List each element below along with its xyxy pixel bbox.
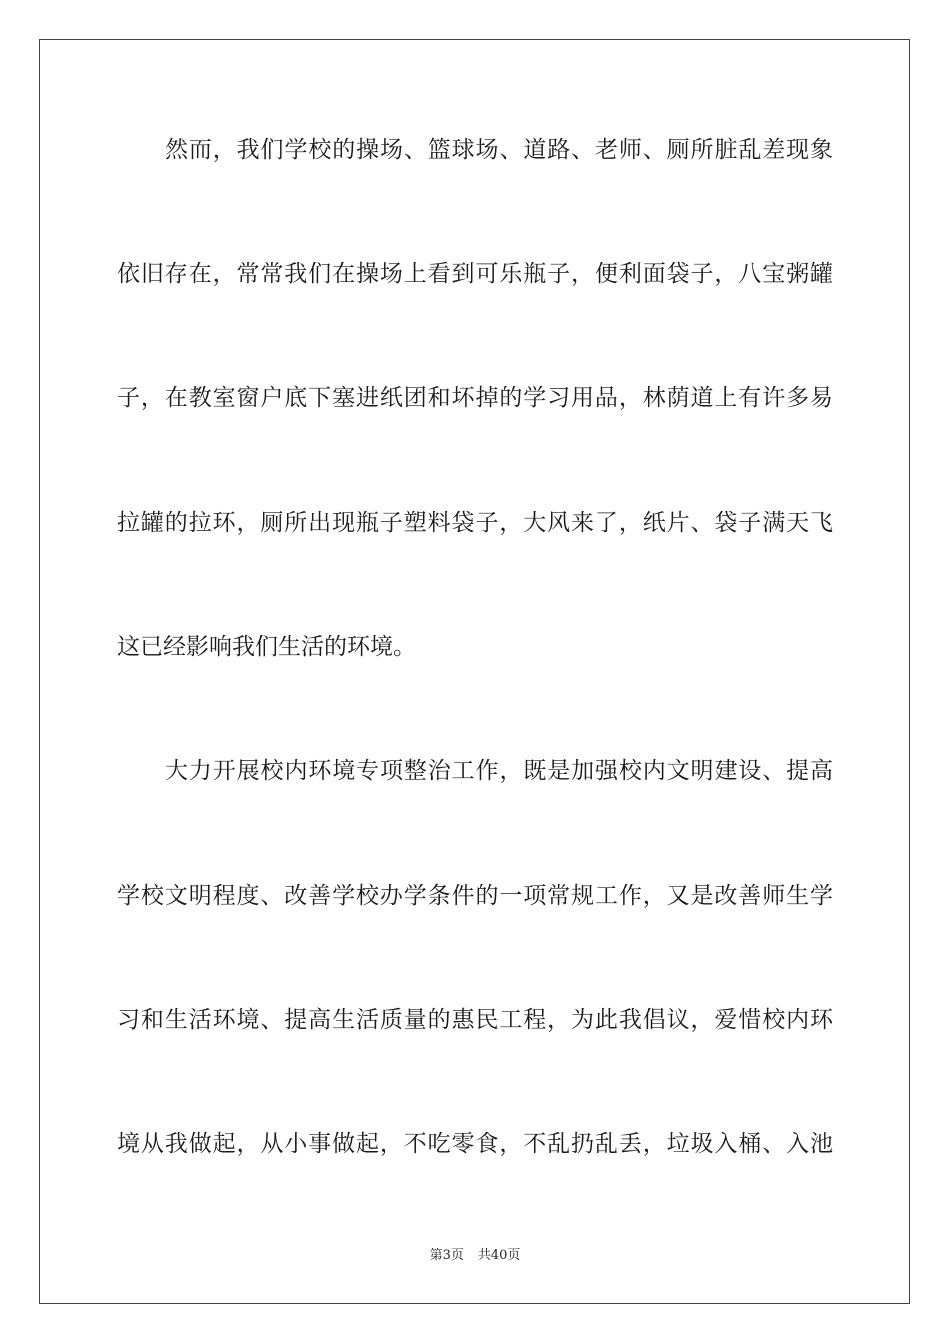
paragraph-2-line-3: 习和生活环境、提高生活质量的惠民工程，为此我倡议，爱惜校内环 bbox=[117, 1007, 833, 1033]
paragraph-2-line-4: 境从我做起，从小事做起，不吃零食，不乱扔乱丢，垃圾入桶、入池 bbox=[117, 1131, 833, 1157]
page-total: 共40页 bbox=[477, 1248, 521, 1263]
paragraph-2-line-1: 大力开展校内环境专项整治工作，既是加强校内文明建设、提高 bbox=[165, 758, 833, 784]
paragraph-2-line-2: 学校文明程度、改善学校办学条件的一项常规工作，又是改善师生学 bbox=[117, 883, 833, 909]
paragraph-1-line-3: 子，在教室窗户底下塞进纸团和坏掉的学习用品，林荫道上有许多易 bbox=[117, 385, 833, 411]
page-footer bbox=[0, 1246, 950, 1266]
paragraph-1-line-2: 依旧存在，常常我们在操场上看到可乐瓶子，便利面袋子，八宝粥罐 bbox=[117, 261, 833, 287]
page-frame bbox=[39, 39, 910, 1304]
page-number: 第3页 bbox=[429, 1248, 464, 1263]
paragraph-1-line-5: 这已经影响我们生活的环境。 bbox=[117, 634, 416, 660]
paragraph-1-line-1: 然而，我们学校的操场、篮球场、道路、老师、厕所脏乱差现象 bbox=[165, 137, 833, 163]
paragraph-1-line-4: 拉罐的拉环，厕所出现瓶子塑料袋子，大风来了，纸片、袋子满天飞 bbox=[117, 510, 833, 536]
